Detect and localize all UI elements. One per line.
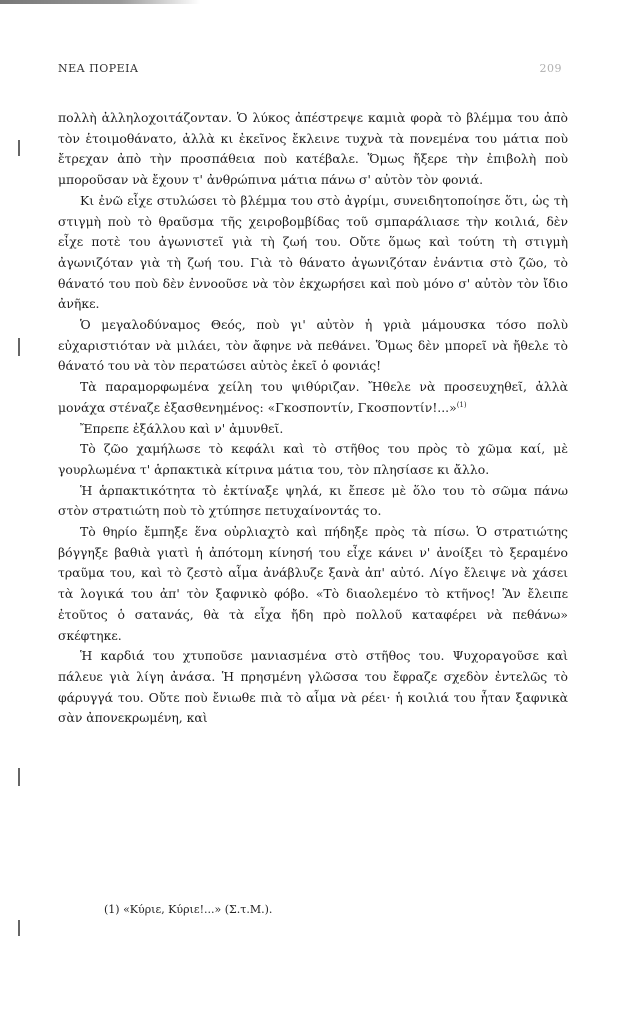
top-edge-shadow [0, 0, 200, 4]
paragraph-with-note [58, 377, 568, 418]
paragraph: Κι ἐνῶ εἶχε στυλώσει τὸ βλέμμα του στὸ ἀγρίμι, συνειδητοποίησε ὅτι, ὡς τὴ στιγμὴ ποὺ τὸ θραῦσμα τῆς χειροβομβίδας τοῦ σμπαράλιασε τὴν κοιλιά, δὲν εἶχε ποτὲ του ἀγωνιστεῖ γιὰ τὴ ζωή του. Οὔτε ὅμως καὶ τούτη τὴ στιγμὴ ἀγωνιζόταν γιὰ τὴ ζωή του. Γιὰ τὸ θάνατο ἀγωνιζόταν ἐνάντια στὸ ζῶο, τὸ θάνατό του ποὺ δὲν ἐννοοῦσε νὰ τὸν ἐκχωρήσει καὶ ποὺ μόνο σ' αὐτὸν τὸν ἴδιο ἀνῆκε. [58, 192, 568, 312]
page-number: 209 [539, 62, 562, 75]
margin-mark [18, 920, 20, 936]
footnote: (1) «Κύριε, Κύριε!...» (Σ.τ.Μ.). [104, 903, 273, 916]
paragraph: Ἡ ἁρπακτικότητα τὸ ἐκτίναξε ψηλά, κι ἔπεσε μὲ ὅλο του τὸ σῶμα πάνω στὸν στρατιώτη ποὺ τὸ χτύπησε πετυχαίνοντάς το. [58, 482, 568, 519]
paragraph: πολλὴ ἀλληλοχοιτάζονταν. Ὁ λύκος ἀπέστρεψε καμιὰ φορὰ τὸ βλέμμα του ἀπὸ τὸν ἑτοιμοθάνατο, ἀλλὰ κι ἐκεῖνος ἔκλεινε τυχνὰ τὰ πονεμένα του μάτια ποὺ ἔτρεχαν ἀπὸ τὴν προσπάθεια ποὺ κατέβαλε. Ὅμως ἤξερε τὴν ἐπιβολὴ ποὺ μποροῦσαν νὰ ἔχουν τ' ἀνθρώπινα μάτια πάνω σ' αὐτὸν τὸν φονιά. [58, 110, 568, 188]
body-text [58, 108, 568, 729]
margin-mark [18, 338, 20, 356]
paragraph: Ἔπρεπε ἐξάλλου καὶ ν' ἀμυνθεῖ. [80, 420, 284, 436]
paragraph: Ἡ καρδιά του χτυποῦσε μανιασμένα στὸ στῆθος του. Ψυχοραγοῦσε καὶ πάλευε γιὰ λίγη ἀνάσα. Ἡ πρησμένη γλῶσσα του ἔφραζε σχεδὸν ἐντελῶς τὸ φάρυγγά του. Οὔτε ποὺ ἔνιωθε πιὰ τὸ αἷμα νὰ ρέει· ἡ κοιλιά του ἦταν ξαφνικὰ σὰν ἀπονεκρωμένη, καὶ [58, 648, 568, 726]
paragraph-text: Τὰ παραμορφωμένα χείλη του ψιθύριζαν. Ἤθελε νὰ προσευχηθεῖ, ἀλλὰ μονάχα στέναζε ἐξασθενημένος: «Γκοσποντίν, Γκοσποντίν!...» [58, 379, 568, 415]
running-header [58, 62, 562, 75]
margin-mark [18, 140, 20, 156]
paragraph: Ὁ μεγαλοδύναμος Θεός, ποὺ γι' αὐτὸν ἡ γριὰ μάμουσκα τόσο πολὺ εὐχαριστιόταν νὰ μιλάει, τὸν ἄφηνε νὰ πεθάνει. Ὅμως δὲν μπορεῖ νὰ ἤθελε τὸ θάνατό του νὰ τὸν περατώσει αὐτὸς ἐκεῖ ὁ φονιάς! [58, 317, 568, 374]
margin-mark [18, 768, 20, 786]
footnote-reference: (1) [456, 400, 467, 409]
paragraph: Τὸ θηρίο ἔμπηξε ἕνα οὐρλιαχτὸ καὶ πήδηξε πρὸς τὰ πίσω. Ὁ στρατιώτης βόγγηξε βαθιὰ γιατὶ ἡ ἀπότομη κίνησή του εἶχε κάνει ν' ἀνοίξει τὸ ξεραμένο τραῦμα του, καὶ τὸ ζεστὸ αἷμα ἀνάβλυζε ξανὰ ἀπ' αὐτό. Λίγο ἔλειψε νὰ χάσει τὰ λογικά του ἀπ' τὸν ξαφνικὸ φόβο. «Τὸ διαολεμένο τὸ κτῆνος! Ἂν ἔλειπε ἐτοῦτος ὁ σατανάς, θὰ τὰ εἶχα ἤδη πρὸ πολλοῦ καταφέρει νὰ πεθάνω» σκέφτηκε. [58, 524, 568, 643]
running-title: ΝΕΑ ΠΟΡΕΙΑ [58, 62, 139, 75]
paragraph: Τὸ ζῶο χαμήλωσε τὸ κεφάλι καὶ τὸ στῆθος του πρὸς τὸ χῶμα καί, μὲ γουρλωμένα τ' ἁρπακτικὰ κίτρινα μάτια του, τὸν πλησίασε κι ἄλλο. [58, 441, 568, 477]
